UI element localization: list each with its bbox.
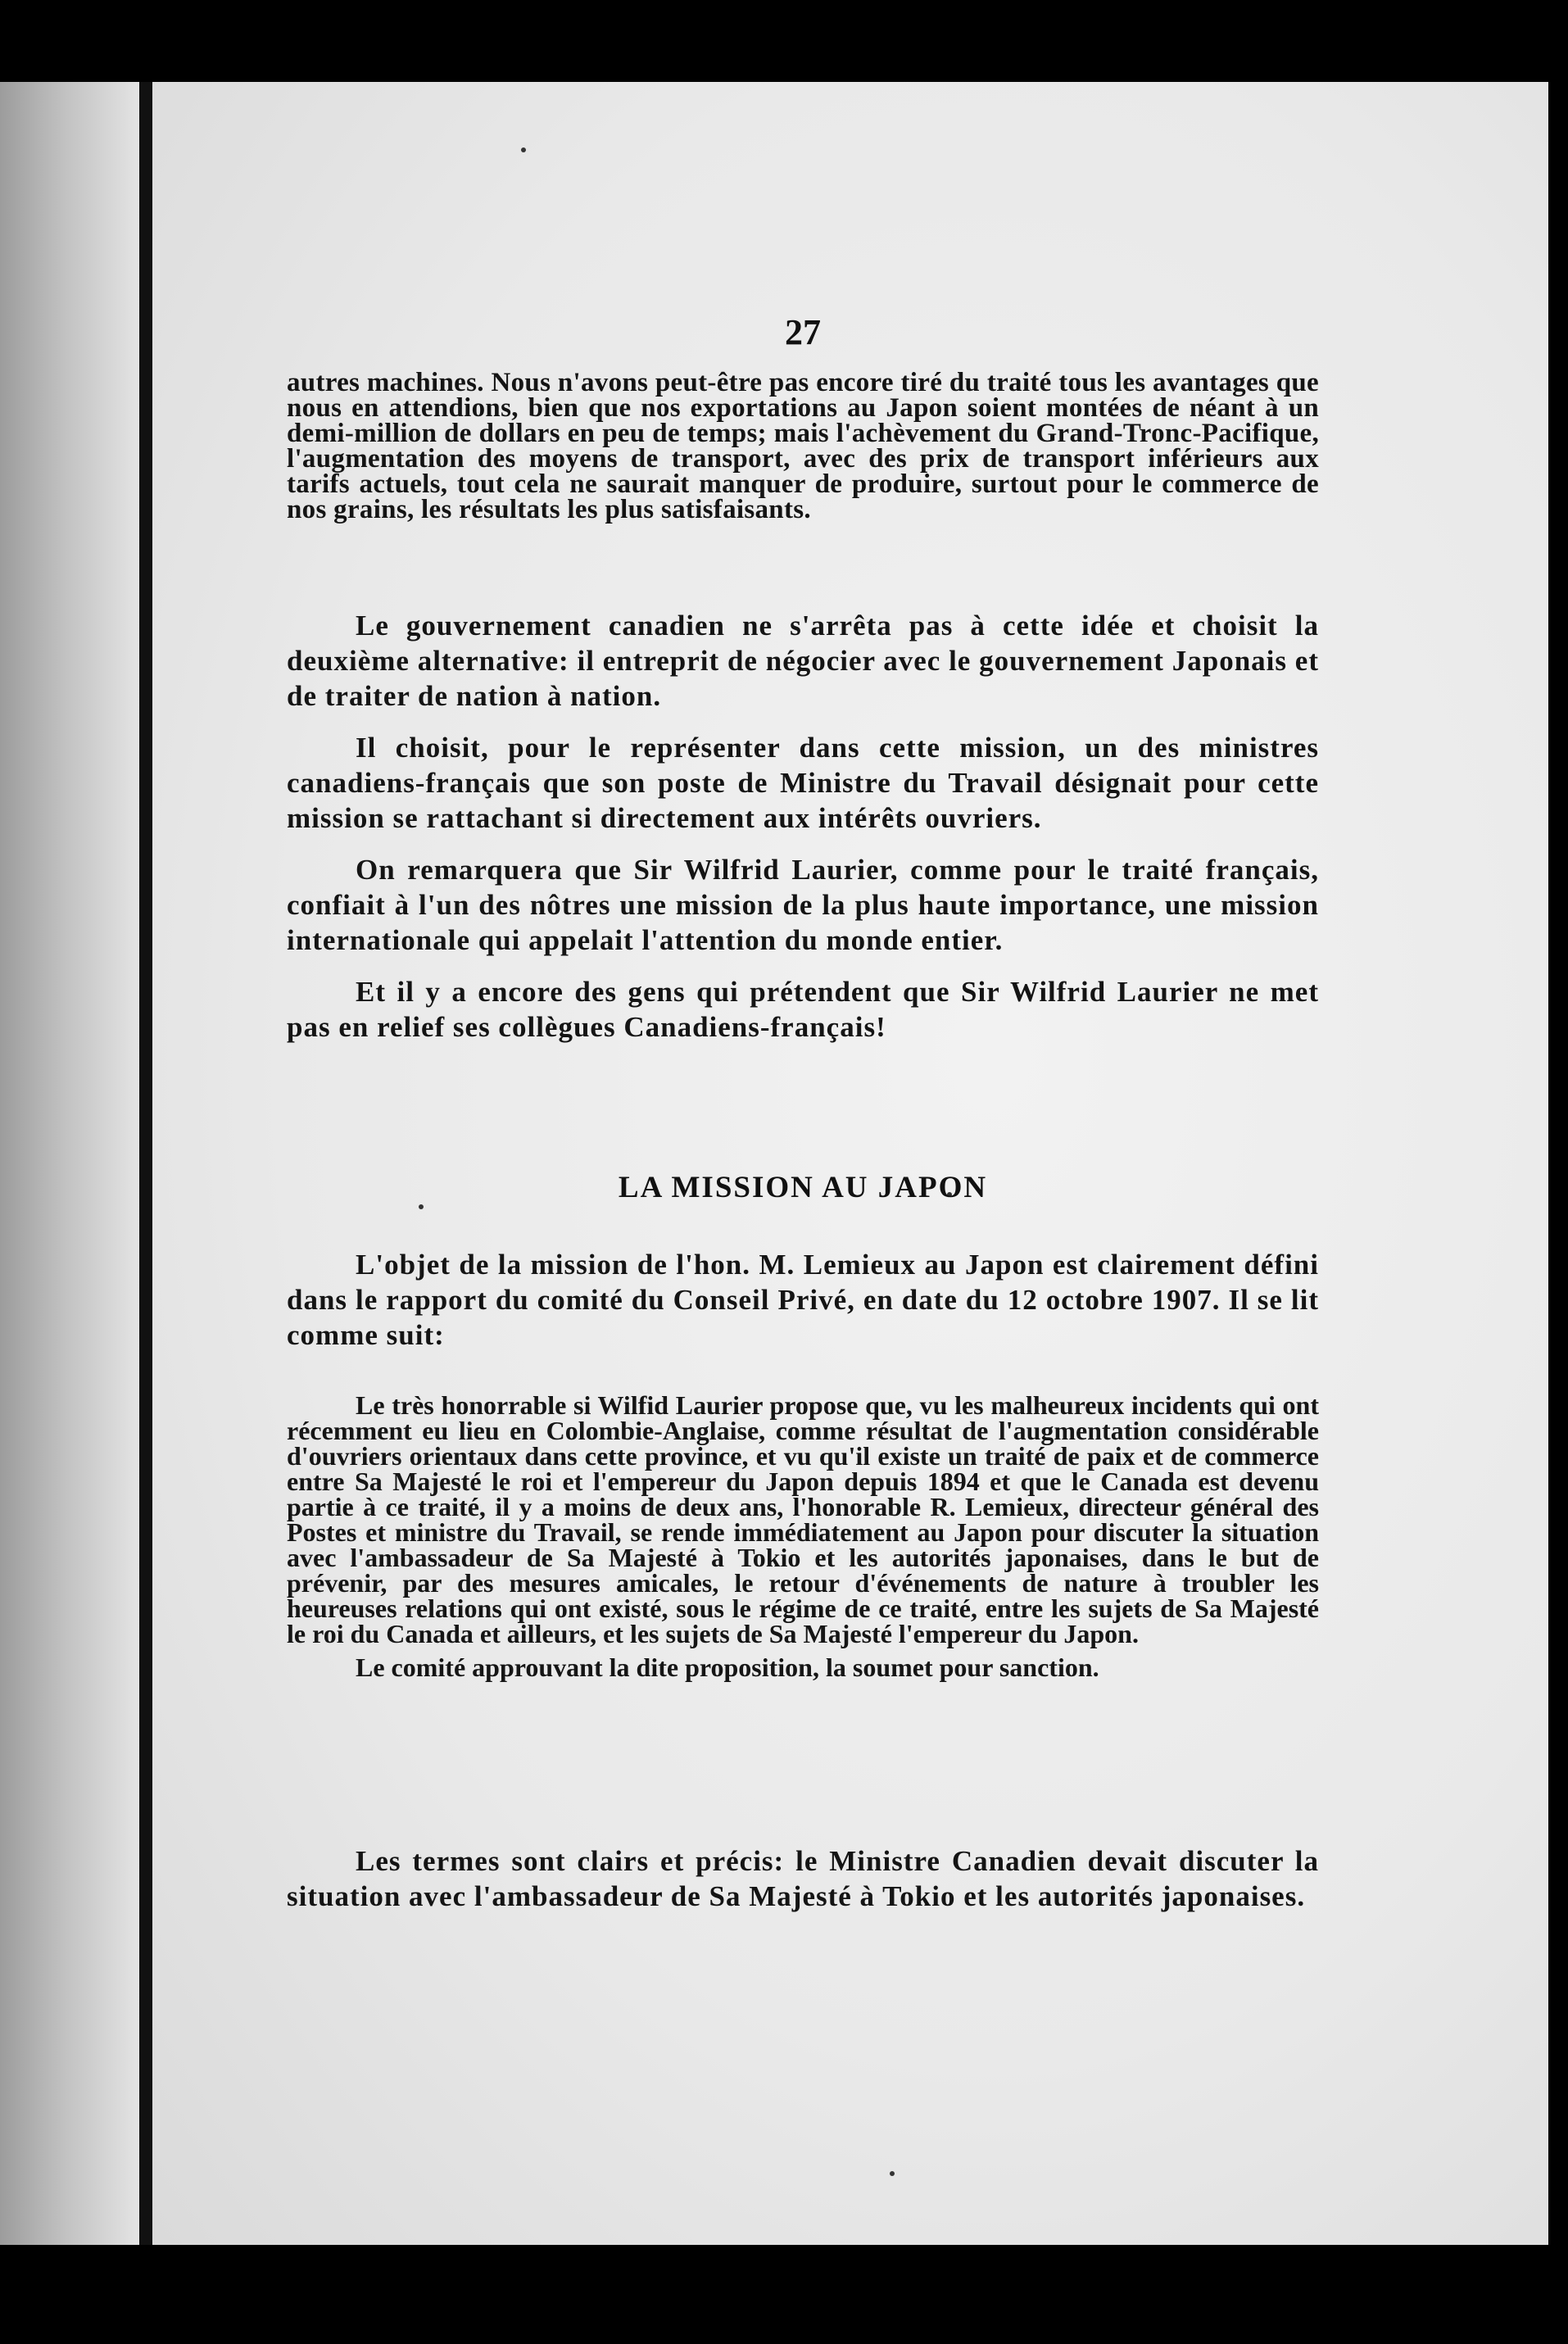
intro-block	[287, 1247, 1319, 1374]
paragraph-minister-choice: Il choisit, pour le représenter dans cette mission, un des ministres canadiens-français que son poste de Ministre du Travail désignait pour cette mission se rattachant si directement aux intérêts ouvriers.	[287, 732, 1319, 834]
privy-council-quote	[287, 1390, 1319, 1689]
closing-paragraph: Les termes sont clairs et précis: le Ministre Canadien devait discuter la situation avec l'ambassadeur de Sa Majesté à Tokio et les autorités japonaises.	[287, 1845, 1319, 1912]
paragraph-critics: Et il y a encore des gens qui prétendent que Sir Wilfrid Laurier ne met pas en relief ses collègues Canadiens-français!	[287, 976, 1319, 1043]
quote-approval-line: Le comité approuvant la dite proposition, la soumet pour sanction.	[356, 1653, 1099, 1682]
quote-main-paragraph: Le très honorrable si Wilfid Laurier propose que, vu les malheureux incidents qui ont récemment eu lieu en Colombie-Anglaise, comme résultat de l'augmentation considérable d'ouvriers orientaux dans cette province, et vu qu'il existe un traité de paix et de commerce entre Sa Majesté le roi et l'empereur du Japon depuis 1894 et que le Canada est devenu partie à ce traité, il y a moins de deux ans, l'honorable R. Lemieux, directeur général des Postes et ministre du Travail, se rende immédiatement au Japon pour discuter la situation avec l'ambassadeur de Sa Majesté à Tokio et les autorités japonaises, dans le but de prévenir, par des mesures amicales, le retour d'événements de nature à troubler les heureuses relations qui ont existé, sous le régime de ce traité, entre les sujets de Sa Majesté le roi du Canada et ailleurs, et les sujets de Sa Majesté l'empereur du Japon.	[287, 1390, 1319, 1648]
continuation-paragraph: autres machines. Nous n'avons peut-être pas encore tiré du traité tous les avantages que nous en attendions, bien que nos exportations au Japon soient montées de néant à un demi-million de dollars en peu de temps; mais l'achèvement du Grand-Tronc-Pacifique, l'augmentation des moyens de transport, avec des prix de transport inférieurs aux tarifs actuels, tout cela ne saurait manquer de produire, surtout pour le commerce de nos grains, les résultats les plus satisfaisants.	[287, 368, 1319, 524]
left-facing-page-edge	[0, 82, 139, 2245]
section-heading: LA MISSION AU JAPON	[618, 1171, 988, 1204]
page-number: 27	[785, 312, 821, 352]
continuation-block	[287, 370, 1319, 523]
closing-block	[287, 1843, 1319, 1914]
intro-paragraph: L'objet de la mission de l'hon. M. Lemieux au Japon est clairement défini dans le rapport du comité du Conseil Privé, en date du 12 octobre 1907. Il se lit comme suit:	[287, 1249, 1319, 1351]
paragraph-laurier-mission: On remarquera que Sir Wilfrid Laurier, comme pour le traité français, confiait à l'un des nôtres une mission de la plus haute importance, une mission internationale qui appelait l'attention du monde entier.	[287, 854, 1319, 956]
print-speck	[890, 2171, 895, 2176]
print-speck	[521, 147, 526, 152]
body-block	[287, 608, 1319, 1061]
book-gutter	[139, 82, 152, 2245]
paragraph-alternative: Le gouvernement canadien ne s'arrêta pas à cette idée et choisit la deuxième alternative: il entreprit de négocier avec le gouvernement Japonais et de traiter de nation à nation.	[287, 610, 1319, 712]
